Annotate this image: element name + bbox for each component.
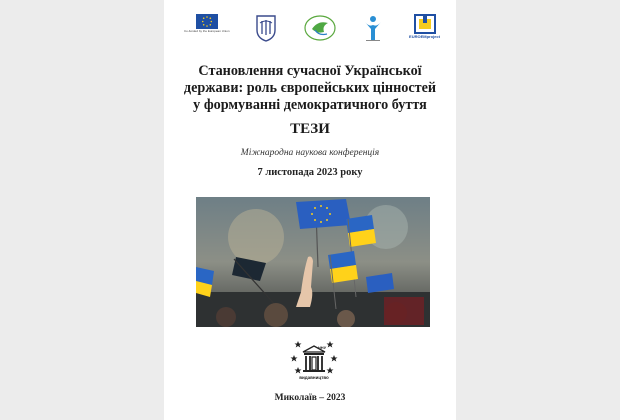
eu-flag-icon — [196, 14, 218, 29]
city-year: Миколаїв – 2023 — [274, 393, 346, 403]
book-title: Становлення сучасної Української держави: роль європейських цінностей у формуванні демократичного буття — [183, 63, 437, 113]
eu-caption: Co-funded by the European Union — [184, 29, 230, 33]
eu-logo — [184, 14, 230, 33]
publisher-bottom-text: видавництво — [299, 375, 329, 380]
euroem-caption: EUROEMproject — [409, 34, 440, 39]
book-cover — [164, 0, 456, 420]
crest-icon — [253, 14, 279, 42]
university-crest-logo — [253, 14, 279, 42]
partner-logos — [184, 14, 440, 46]
flags-crowd-photo — [196, 197, 430, 327]
abstracts-heading: ТЕЗИ — [290, 121, 330, 137]
euroem-project-logo — [409, 14, 440, 38]
euroem-icon — [414, 14, 436, 34]
conference-date: 7 листопада 2023 року — [257, 167, 363, 178]
person-logo — [361, 14, 385, 42]
dove-logo — [303, 14, 337, 42]
publisher-logo — [290, 335, 338, 385]
conference-type: Міжнародна наукова конференція — [240, 148, 380, 158]
publisher-top-text: ЧНУ — [318, 345, 327, 350]
dove-icon — [303, 14, 337, 42]
person-icon — [361, 14, 385, 42]
